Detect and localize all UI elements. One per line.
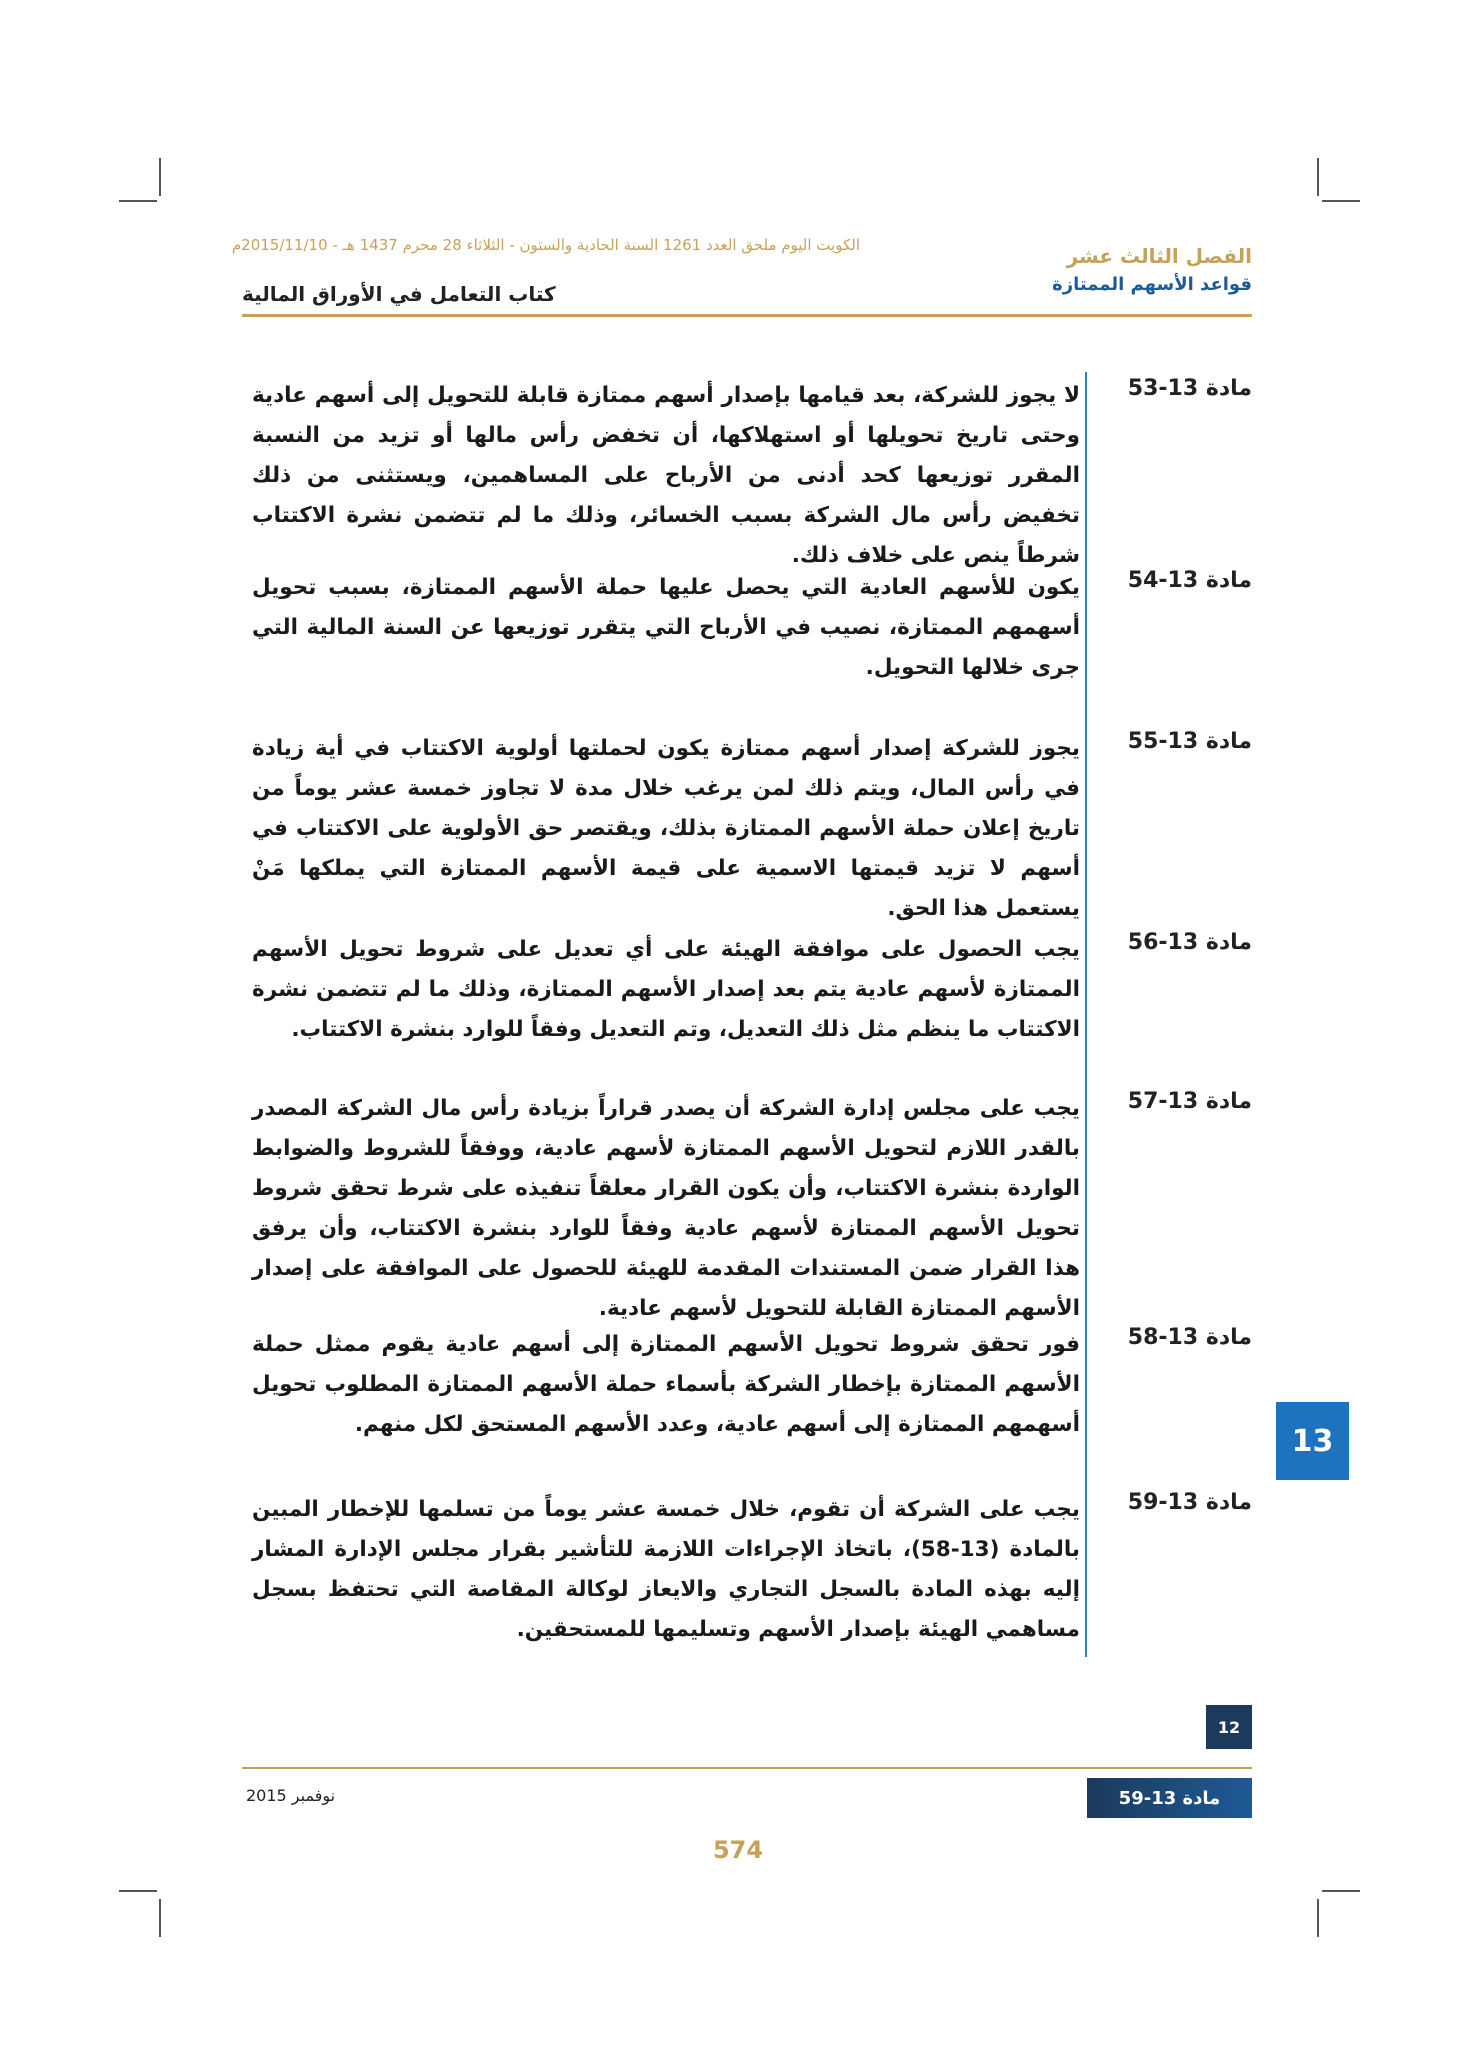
footer-divider — [242, 1767, 1252, 1769]
chapter-title: الفصل الثالث عشر — [1066, 244, 1252, 268]
article-label: مادة 13-57 — [1127, 1089, 1252, 1114]
article-label: مادة 13-58 — [1127, 1325, 1252, 1350]
article-text: يكون للأسهم العادية التي يحصل عليها حملة الأسهم الممتازة، بسبب تحويل أسهمهم الممتازة، نصيب في الأرباح التي يتقرر توزيعها عن السنة المالية التي جرى خلالها التحويل. — [252, 575, 1080, 680]
article-label: مادة 13-56 — [1127, 930, 1252, 955]
footer-date: نوفمبر 2015 — [246, 1786, 336, 1805]
article-label: مادة 13-55 — [1127, 729, 1252, 754]
page-number: 574 — [712, 1836, 764, 1864]
crop-mark — [1317, 158, 1319, 196]
section-page-box: 12 — [1206, 1705, 1252, 1749]
article-label: مادة 13-59 — [1127, 1490, 1252, 1515]
article-text: يجب على مجلس إدارة الشركة أن يصدر قراراً بزيادة رأس مال الشركة المصدر بالقدر اللازم لتحويل الأسهم الممتازة لأسهم عادية، ووفقاً للشروط والضوابط الواردة بنشرة الاكتتاب، وأن يكون القرار معلقاً تنفيذه على شرط تحقق شروط تحويل الأسهم الممتازة لأسهم عادية وفقاً للوارد بنشرة الاكتتاب، وأن يرفق هذا القرار ضمن المستندات المقدمة للهيئة للحصول على الموافقة على إصدار الأسهم الممتازة القابلة للتحويل لأسهم عادية. — [252, 1096, 1080, 1321]
article-text: يجوز للشركة إصدار أسهم ممتازة يكون لحملتها أولوية الاكتتاب في أية زيادة في رأس المال، ويتم ذلك لمن يرغب خلال مدة لا تجاوز خمسة عشر يوماً من تاريخ إعلان حملة الأسهم الممتازة بذلك، ويقتصر حق الأولوية على الاكتتاب في أسهم لا تزيد قيمتها الاسمية على قيمة الأسهم الممتازة التي يملكها مَنْ يستعمل هذا الحق. — [252, 736, 1080, 921]
crop-mark — [159, 1899, 161, 1937]
crop-mark — [1322, 200, 1360, 202]
article-text: فور تحقق شروط تحويل الأسهم الممتازة إلى أسهم عادية يقوم ممثل حملة الأسهم الممتازة بإخطار الشركة بأسماء حملة الأسهم الممتازة المطلوب تحويل أسهمهم الممتازة إلى أسهم عادية، وعدد الأسهم المستحق لكل منهم. — [252, 1332, 1080, 1437]
header-divider — [242, 314, 1252, 317]
crop-mark — [1322, 1890, 1360, 1892]
chapter-side-tab: 13 — [1276, 1402, 1349, 1480]
crop-mark — [159, 158, 161, 196]
article-text: لا يجوز للشركة، بعد قيامها بإصدار أسهم ممتازة قابلة للتحويل إلى أسهم عادية وحتى تاريخ تحويلها أو استهلاكها، أن تخفض رأس مالها أو تزيد من النسبة المقرر توزيعها كحد أدنى من الأرباح على المساهمين، ويستثنى من ذلك تخفيض رأس مال الشركة بسبب الخسائر، وذلك ما لم تتضمن نشرة الاكتتاب شرطاً ينص على خلاف ذلك. — [252, 383, 1080, 568]
chapter-subtitle: قواعد الأسهم الممتازة — [1052, 274, 1252, 295]
article-label: مادة 13-53 — [1127, 376, 1252, 401]
gazette-issue-line: الكويت اليوم ملحق العدد 1261 السنة الحادية والستون - الثلاثاء 28 محرم 1437 هـ - 2015/11/10م — [231, 236, 860, 254]
book-title: كتاب التعامل في الأوراق المالية — [242, 282, 556, 306]
article-text: يجب على الشركة أن تقوم، خلال خمسة عشر يوماً من تسلمها للإخطار المبين بالمادة (13-58)، باتخاذ الإجراءات اللازمة للتأشير بقرار مجلس الإدارة المشار إليه بهذه المادة بالسجل التجاري والايعاز لوكالة المقاصة التي تحتفظ بسجل مساهمي الهيئة بإصدار الأسهم وتسليمها للمستحقين. — [252, 1497, 1080, 1642]
article-text: يجب الحصول على موافقة الهيئة على أي تعديل على شروط تحويل الأسهم الممتازة لأسهم عادية يتم بعد إصدار الأسهم الممتازة، وذلك ما لم تتضمن نشرة الاكتتاب ما ينظم مثل ذلك التعديل، وتم التعديل وفقاً للوارد بنشرة الاكتتاب. — [252, 937, 1080, 1042]
content-vertical-rule — [1085, 372, 1087, 1657]
crop-mark — [119, 1890, 157, 1892]
crop-mark — [1317, 1899, 1319, 1937]
article-label: مادة 13-54 — [1127, 568, 1252, 593]
footer-article-range: مادة 13-59 — [1087, 1778, 1252, 1818]
crop-mark — [119, 200, 157, 202]
